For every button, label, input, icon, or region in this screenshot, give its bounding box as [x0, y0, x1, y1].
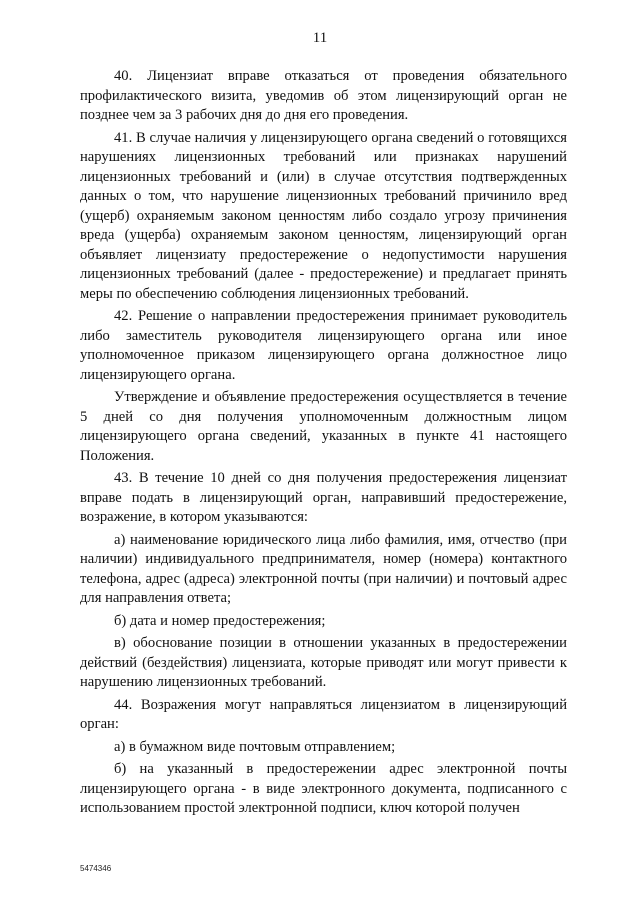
paragraph-42: 42. Решение о направлении предостережения принимает руководитель либо заместитель руководителя лицензирующего органа или иное уполномоченное приказом лицензирующего органа должностное лицо лицензирующего органа. [80, 308, 567, 383]
paragraph-43-item-a: а) наименование юридического лица либо фамилия, имя, отчество (при наличии) индивидуального предпринимателя, номер (номера) контактного телефона, адрес (адреса) электронной почты (при наличии) и почтовый адрес для направления ответа; [80, 531, 567, 606]
paragraph-43: 43. В течение 10 дней со дня получения предостережения лицензиат вправе подать в лицензирующий орган, направивший предостережение, возражение, в котором указываются: [80, 470, 567, 525]
document-code: 5474346 [80, 864, 112, 873]
paragraph-42-approval: Утверждение и объявление предостережения осуществляется в течение 5 дней со дня получения уполномоченным должностным лицом лицензирующего органа сведений, указанных в пункте 41 настоящего Положения. [80, 389, 567, 464]
paragraph-44-item-b: б) на указанный в предостережении адрес электронной почты лицензирующего органа - в виде электронного документа, подписанного с использованием простой электронной подписи, ключ которой получен [80, 761, 567, 816]
paragraph-43-item-v: в) обоснование позиции в отношении указанных в предостережении действий (бездействия) лицензиата, которые приводят или могут привести к нарушению лицензионных требований. [80, 635, 567, 690]
paragraph-40: 40. Лицензиат вправе отказаться от проведения обязательного профилактического визита, уведомив об этом лицензирующий орган не позднее чем за 3 рабочих дня до дня его проведения. [80, 68, 567, 123]
paragraph-44: 44. Возражения могут направляться лицензиатом в лицензирующий орган: [80, 696, 567, 732]
page-number: 11 [312, 30, 328, 46]
document-body [80, 67, 567, 819]
paragraph-44-item-a: а) в бумажном виде почтовым отправлением; [114, 738, 396, 755]
paragraph-43-item-b: б) дата и номер предостережения; [114, 612, 326, 629]
paragraph-41: 41. В случае наличия у лицензирующего органа сведений о готовящихся нарушениях лицензионных требований или признаках нарушений лицензионных требований и (или) в случае отсутствия подтвержденных данных о том, что нарушение лицензионных требований причинило вред (ущерб) охраняемым законом ценностям либо создало угрозу причинения вреда (ущерба) охраняемым законом ценностям, лицензирующий орган объявляет лицензиату предостережение о недопустимости нарушения лицензионных требований (далее - предостережение) и предлагает принять меры по обеспечению соблюдения лицензионных требований. [80, 129, 567, 302]
